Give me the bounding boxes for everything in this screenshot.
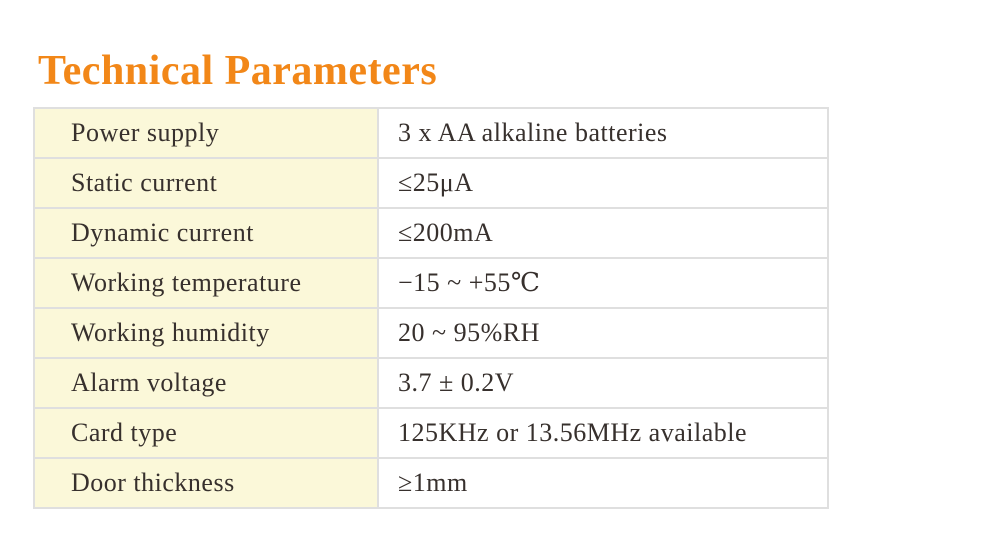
table-row — [34, 108, 828, 158]
param-label: Door thickness — [34, 458, 378, 508]
param-value: 20 ~ 95%RH — [378, 308, 828, 358]
param-label: Card type — [34, 408, 378, 458]
param-value: 3.7 ± 0.2V — [378, 358, 828, 408]
param-value: ≤25μA — [378, 158, 828, 208]
param-value: 3 x AA alkaline batteries — [378, 108, 828, 158]
table-row — [34, 358, 828, 408]
param-value: ≥1mm — [378, 458, 828, 508]
table-row — [34, 308, 828, 358]
page-title: Technical Parameters — [38, 48, 438, 94]
param-value: ≤200mA — [378, 208, 828, 258]
param-label: Power supply — [34, 108, 378, 158]
param-label: Static current — [34, 158, 378, 208]
table-row — [34, 208, 828, 258]
param-label: Alarm voltage — [34, 358, 378, 408]
param-value: −15 ~ +55℃ — [378, 258, 828, 308]
param-label: Working temperature — [34, 258, 378, 308]
technical-parameters-table — [33, 107, 829, 509]
table-row — [34, 258, 828, 308]
table-row — [34, 458, 828, 508]
table-row — [34, 408, 828, 458]
param-value: 125KHz or 13.56MHz available — [378, 408, 828, 458]
table-row — [34, 158, 828, 208]
param-label: Dynamic current — [34, 208, 378, 258]
param-label: Working humidity — [34, 308, 378, 358]
